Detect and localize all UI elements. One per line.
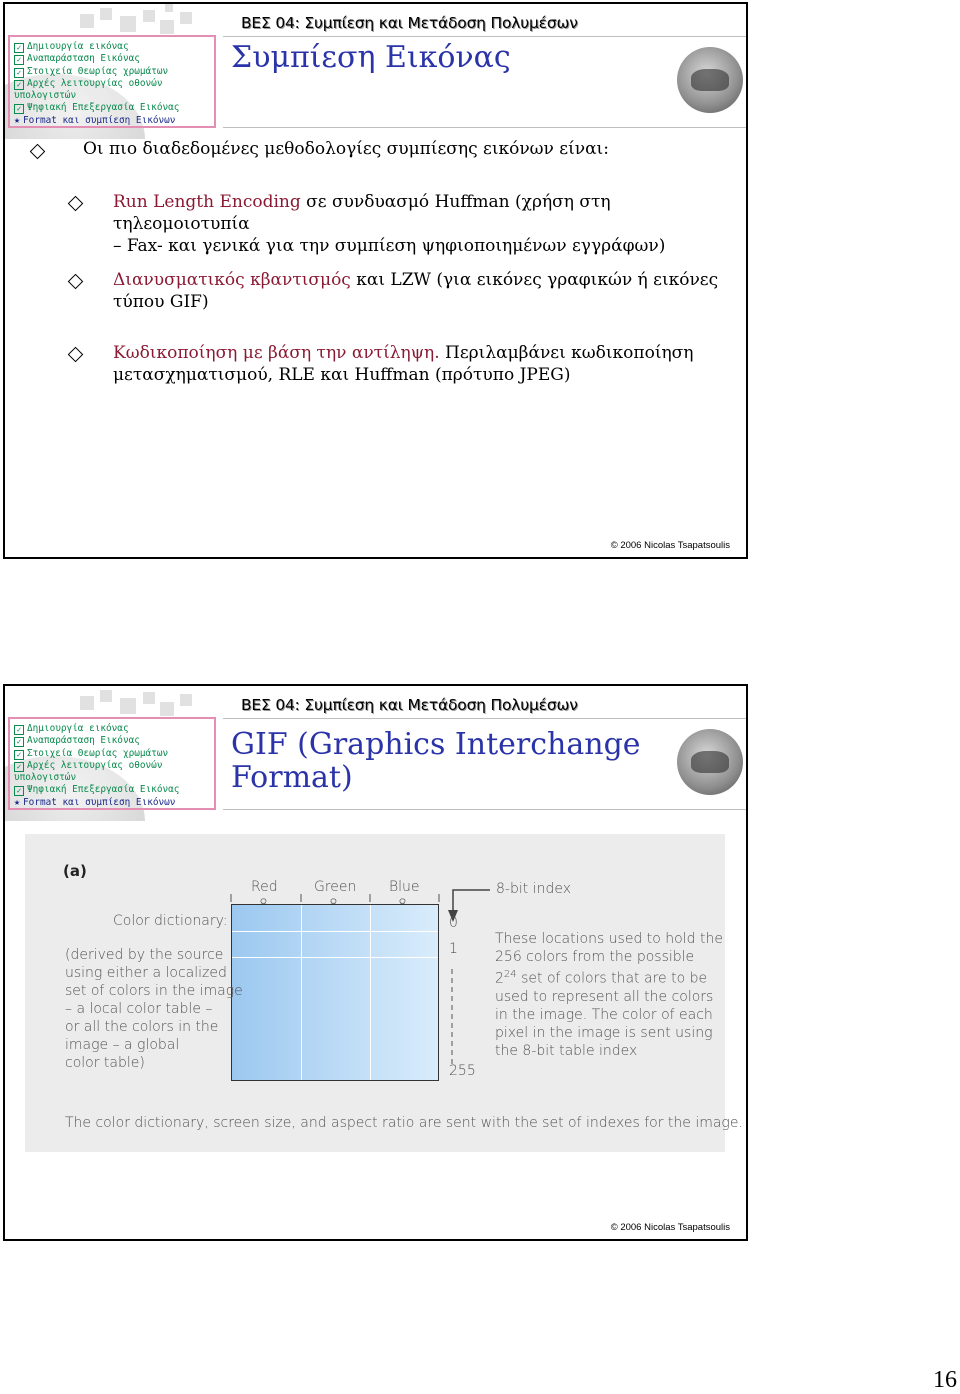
menu-item[interactable]: ✓ Δημιουργία εικόνας [14, 723, 214, 735]
checkbox-icon: ✓ [14, 786, 24, 796]
checkbox-icon: ✓ [14, 55, 24, 65]
course-title: ΒΕΣ 04: Συμπίεση και Μετάδοση Πολυμέσων [241, 696, 578, 714]
menu-item[interactable]: ✓ Δημιουργία εικόνας [14, 41, 214, 53]
diamond-bullet-icon [68, 274, 84, 290]
checkbox-icon: ✓ [14, 750, 24, 760]
copyright: © 2006 Nicolas Tsapatsoulis [610, 540, 730, 551]
table-note: These locations used to hold the 256 colors from the possible $2^{24}$ set of colors that are to be used to represent all the colors in the image. The color of each pixel in the image is sent using the 8-bit table index [495, 931, 723, 1059]
menu-item-current[interactable]: ★ Format και συμπίεση Εικόνων [14, 114, 176, 126]
intro-text: Οι πιο διαδεδομένες μεθοδολογίες συμπίεσης εικόνων είναι: [83, 139, 609, 159]
figure-label: (a) [63, 862, 87, 880]
copyright: © 2006 Nicolas Tsapatsoulis [610, 1222, 730, 1233]
menu-item[interactable]: ✓ Αναπαράσταση Εικόνας [14, 53, 214, 65]
diamond-bullet-icon [30, 144, 46, 160]
color-table [231, 904, 439, 1081]
coin-logo [677, 47, 743, 113]
menu-item[interactable]: ✓ Ψηφιακή Επεξεργασία Εικόνας [14, 102, 214, 114]
figure-caption: The color dictionary, screen size, and aspect ratio are sent with the set of indexes for the image. [65, 1115, 743, 1131]
checkbox-icon: ✓ [14, 43, 24, 53]
dictionary-label: Color dictionary: [113, 913, 228, 929]
topic-menu [8, 35, 216, 128]
checkbox-icon: ✓ [14, 104, 24, 114]
checkbox-icon: ✓ [14, 762, 24, 772]
topic-menu [8, 717, 216, 810]
dictionary-description: (derived by the source using either a localized set of colors in the image – a local color table – or all the colors in the image – a global color table) [65, 947, 243, 1071]
menu-item[interactable]: ✓ Αναπαράσταση Εικόνας [14, 735, 214, 747]
index-label: 8-bit index [496, 881, 571, 897]
coin-logo [677, 729, 743, 795]
index-value: 1 [449, 941, 458, 957]
slide-title: GIF (Graphics Interchange Format) [231, 727, 641, 795]
slide-2 [3, 684, 748, 1241]
course-title: ΒΕΣ 04: Συμπίεση και Μετάδοση Πολυμέσων [241, 14, 578, 32]
star-icon: ★ [14, 114, 21, 126]
gif-color-table-figure [25, 834, 743, 1152]
page-number: 16 [933, 1367, 957, 1393]
list-item: Run Length Encoding σε συνδυασμό Huffman (χρήση στη τηλεομοιοτυπία – Fax- και γενικά για την συμπίεση ψηφιοποιημένων εγγράφων) [113, 192, 666, 256]
diamond-bullet-icon [68, 347, 84, 363]
list-item: Κωδικοποίηση με βάση την αντίληψη. Περιλαμβάνει κωδικοποίηση μετασχηματισμού, RLE και Huffman (πρότυπο JPEG) [113, 343, 694, 385]
index-value: 0 [449, 915, 458, 931]
checkbox-icon: ✓ [14, 737, 24, 747]
menu-item[interactable]: ✓ Στοιχεία Θεωρίας χρωμάτων [14, 748, 214, 760]
slide-1 [3, 2, 748, 559]
index-value: 255 [449, 1063, 476, 1079]
menu-item[interactable]: ✓ Στοιχεία Θεωρίας χρωμάτων [14, 66, 214, 78]
list-item: Διανυσματικός κβαντισμός και LZW (για εικόνες γραφικών ή εικόνες τύπου GIF) [113, 270, 719, 312]
slide-title: Συμπίεση Εικόνας [231, 40, 511, 75]
column-header-green: Green [314, 879, 357, 895]
menu-item[interactable]: ✓ Ψηφιακή Επεξεργασία Εικόνας [14, 784, 214, 796]
divider [223, 718, 746, 719]
column-header-blue: Blue [389, 879, 420, 895]
divider [223, 127, 746, 128]
divider [223, 809, 746, 810]
star-icon: ★ [14, 796, 21, 808]
menu-item[interactable]: ✓ Αρχές λειτουργίας οθονών [14, 78, 214, 90]
menu-item-current[interactable]: ★ Format και συμπίεση Εικόνων [14, 796, 176, 808]
menu-item[interactable]: ✓ Αρχές λειτουργίας οθονών [14, 760, 214, 772]
menu-item-continued: υπολογιστών [14, 90, 77, 102]
column-header-red: Red [251, 879, 278, 895]
checkbox-icon: ✓ [14, 80, 24, 90]
diamond-bullet-icon [68, 196, 84, 212]
divider [223, 36, 746, 37]
checkbox-icon: ✓ [14, 725, 24, 735]
menu-item-continued: υπολογιστών [14, 772, 77, 784]
checkbox-icon: ✓ [14, 68, 24, 78]
